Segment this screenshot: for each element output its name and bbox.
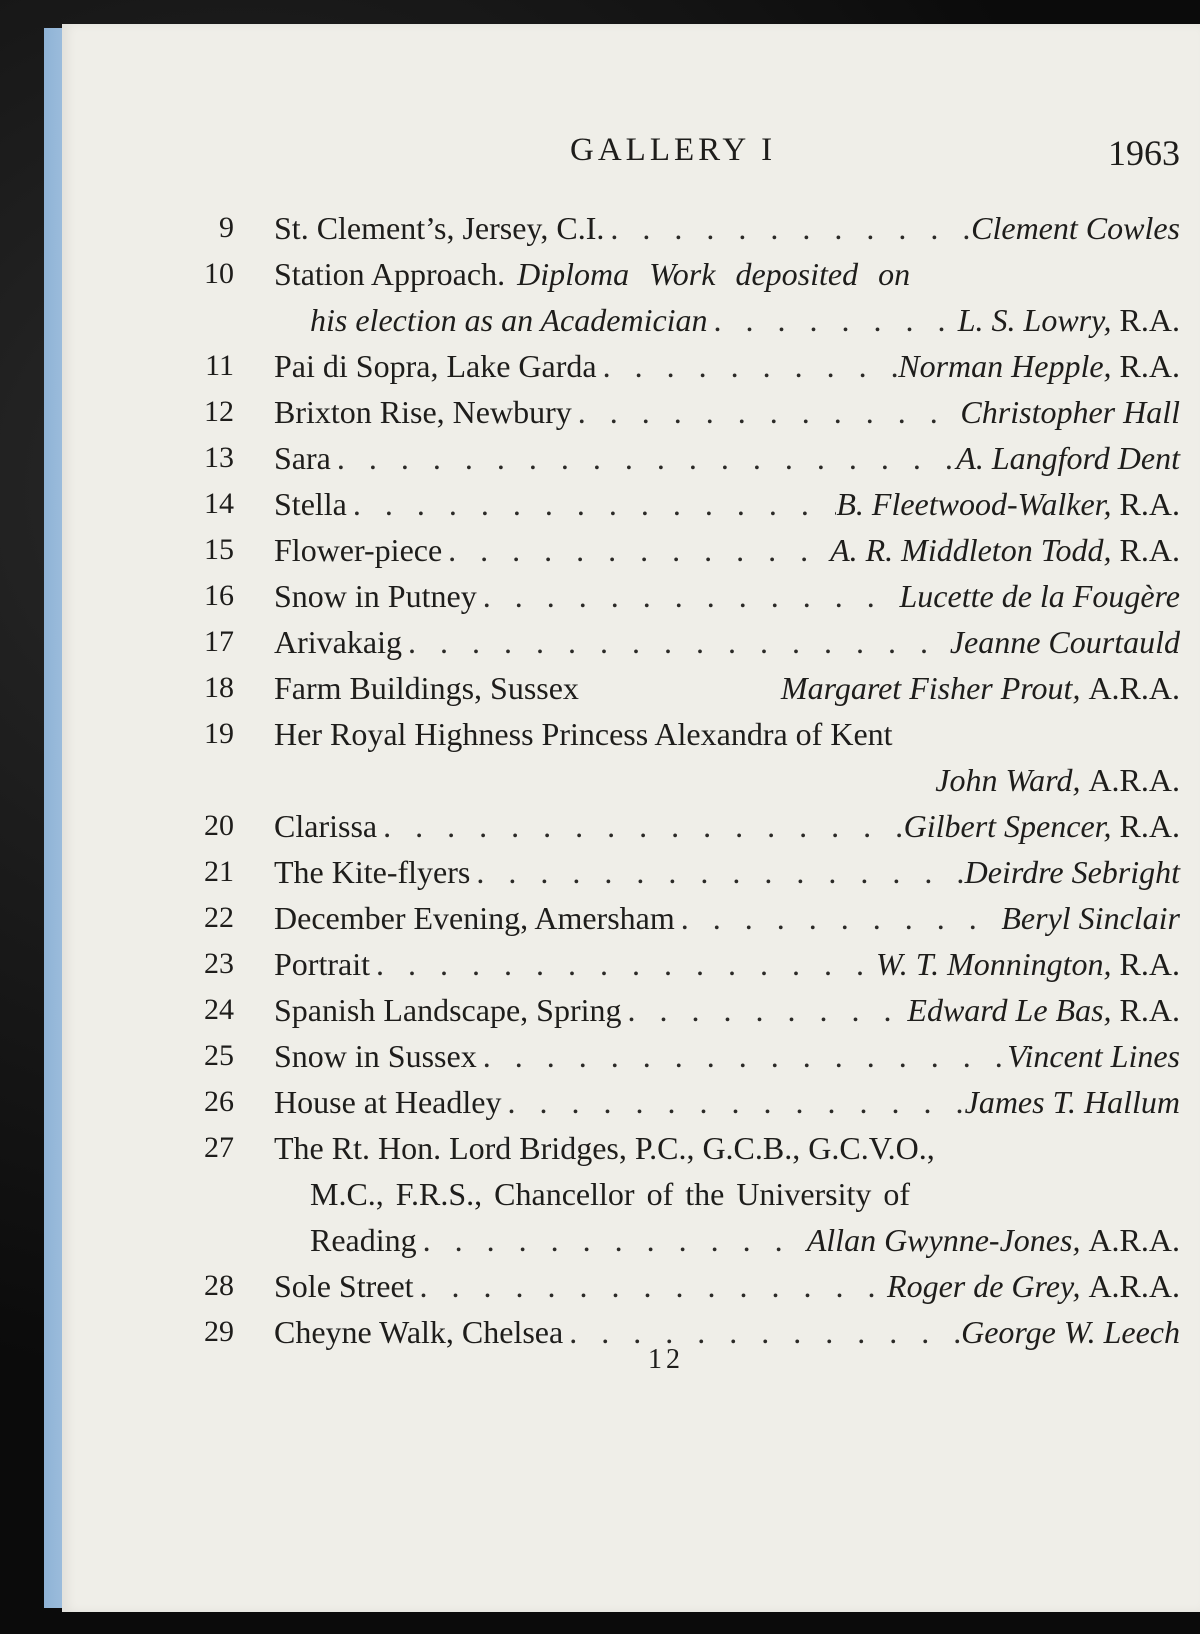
entry-honours: R.A. <box>1119 348 1180 384</box>
entry-number: 24 <box>204 993 234 1026</box>
entry-artist: Vincent Lines <box>1007 1038 1180 1074</box>
entry-honours: R.A. <box>1119 532 1180 568</box>
page-number: 12 <box>648 1344 684 1375</box>
list-item <box>62 992 1200 1028</box>
leader-dots <box>477 1038 1008 1074</box>
entry-honours: A.R.A. <box>1088 1222 1180 1258</box>
entry-artist: John Ward, <box>935 762 1081 798</box>
page-header <box>62 114 1200 174</box>
entry-artist: Roger de Grey, <box>887 1268 1081 1304</box>
entry-number: 20 <box>204 809 234 842</box>
entry-title: The Rt. Hon. Lord Bridges, P.C., G.C.B., G.C.V.O., <box>274 1130 935 1166</box>
leader-dots <box>470 854 964 890</box>
entry-title: Flower-piece <box>274 532 443 568</box>
entry-title: House at Headley <box>274 1084 502 1120</box>
leader-dots <box>347 486 836 522</box>
entry-number: 10 <box>204 257 234 290</box>
list-item <box>62 808 1200 844</box>
entry-number: 23 <box>204 947 234 980</box>
list-item <box>62 1130 1200 1258</box>
gallery-title: GALLERY I <box>570 132 777 168</box>
entry-honours: A.R.A. <box>1088 670 1180 706</box>
entry-title-continued: M.C., F.R.S., Chancellor of the University of <box>310 1176 911 1212</box>
entry-artist: Clement Cowles <box>971 210 1180 246</box>
entry-number: 9 <box>219 211 234 244</box>
list-item <box>62 854 1200 890</box>
leader-dots <box>572 394 961 430</box>
leader-dots <box>597 348 899 384</box>
entry-title: Her Royal Highness Princess Alexandra of Kent <box>274 716 893 752</box>
entry-title: Pai di Sopra, Lake Garda <box>274 348 597 384</box>
entry-title: Snow in Putney <box>274 578 477 614</box>
list-item <box>62 624 1200 660</box>
entry-artist: B. Fleetwood-Walker, <box>836 486 1112 522</box>
leader-dots <box>442 532 830 568</box>
list-item <box>62 900 1200 936</box>
list-item <box>62 256 1200 338</box>
list-item <box>62 394 1200 430</box>
entry-number: 26 <box>204 1085 234 1118</box>
entry-title: The Kite-flyers <box>274 854 471 890</box>
entry-number: 27 <box>204 1131 234 1164</box>
entry-number: 14 <box>204 487 234 520</box>
entry-title: Spanish Landscape, Spring <box>274 992 622 1028</box>
leader-dots <box>414 1268 887 1304</box>
entry-title: Brixton Rise, Newbury <box>274 394 572 430</box>
leader-dots <box>417 1222 807 1258</box>
entry-number: 29 <box>204 1315 234 1348</box>
list-item <box>62 440 1200 476</box>
entry-note: Diploma Work deposited on <box>517 256 911 292</box>
entry-title: Farm Buildings, Sussex <box>274 670 579 706</box>
entry-title: December Evening, Amersham <box>274 900 675 936</box>
entry-title: Station Approach. <box>274 256 506 292</box>
entry-artist: Deirdre Sebright <box>964 854 1180 890</box>
leader-dots <box>370 946 876 982</box>
entry-title-continued: Reading <box>310 1222 417 1258</box>
entry-number: 28 <box>204 1269 234 1302</box>
entry-number: 22 <box>204 901 234 934</box>
leader-dots <box>675 900 1002 936</box>
entry-artist: Jeanne Courtauld <box>949 624 1180 660</box>
entry-artist: Lucette de la Fougère <box>899 578 1180 614</box>
list-item <box>62 210 1200 246</box>
entry-title: Sara <box>274 440 331 476</box>
leader-dots <box>563 1314 961 1350</box>
entry-number: 12 <box>204 395 234 428</box>
entry-honours: R.A. <box>1119 486 1180 522</box>
entry-number: 16 <box>204 579 234 612</box>
entry-number: 17 <box>204 625 234 658</box>
entry-honours: R.A. <box>1119 808 1180 844</box>
entry-artist: James T. Hallum <box>964 1084 1180 1120</box>
entry-title: Sole Street <box>274 1268 414 1304</box>
entry-title: Portrait <box>274 946 370 982</box>
list-item <box>62 578 1200 614</box>
entry-artist: Norman Hepple, <box>898 348 1112 384</box>
entry-artist: A. Langford Dent <box>956 440 1180 476</box>
entry-title: Clarissa <box>274 808 378 844</box>
entry-title: Snow in Sussex <box>274 1038 477 1074</box>
entry-honours: A.R.A. <box>1088 762 1180 798</box>
entry-title: St. Clement’s, Jersey, C.I. <box>274 210 605 246</box>
list-item <box>62 486 1200 522</box>
entry-number: 13 <box>204 441 234 474</box>
list-item <box>62 348 1200 384</box>
entry-artist: L. S. Lowry, <box>957 302 1112 338</box>
catalogue-year: 1963 <box>1108 133 1180 173</box>
entry-artist: Christopher Hall <box>960 394 1180 430</box>
entry-artist: A. R. Middleton Todd, <box>830 532 1112 568</box>
leader-dots <box>622 992 908 1028</box>
entry-honours: R.A. <box>1119 946 1180 982</box>
leader-dots <box>402 624 950 660</box>
leader-dots <box>331 440 956 476</box>
list-item <box>62 1268 1200 1304</box>
leader-dots <box>501 1084 964 1120</box>
entry-artist: Beryl Sinclair <box>1001 900 1180 936</box>
entry-artist: Margaret Fisher Prout, <box>780 670 1081 706</box>
entry-honours: R.A. <box>1119 302 1180 338</box>
entry-number: 19 <box>204 717 234 750</box>
entry-honours: A.R.A. <box>1088 1268 1180 1304</box>
entry-title-continued: his election as an Academician <box>310 302 708 338</box>
entry-honours: R.A. <box>1119 992 1180 1028</box>
list-item <box>62 946 1200 982</box>
entry-number: 15 <box>204 533 234 566</box>
entry-number: 21 <box>204 855 234 888</box>
list-item <box>62 1084 1200 1120</box>
entry-title: Arivakaig <box>274 624 402 660</box>
catalogue-page <box>62 24 1200 1612</box>
entry-artist: Gilbert Spencer, <box>903 808 1112 844</box>
list-item <box>62 716 1200 798</box>
leader-dots <box>477 578 900 614</box>
leader-dots <box>604 210 971 246</box>
entry-list <box>62 210 1200 1360</box>
leader-dots <box>377 808 904 844</box>
list-item <box>62 1038 1200 1074</box>
entry-title: Stella <box>274 486 347 522</box>
entry-number: 18 <box>204 671 234 704</box>
entry-number: 25 <box>204 1039 234 1072</box>
list-item <box>62 1314 1200 1350</box>
list-item <box>62 670 1200 706</box>
entry-artist: W. T. Monnington, <box>875 946 1112 982</box>
list-item <box>62 532 1200 568</box>
entry-number: 11 <box>205 349 234 382</box>
entry-artist: George W. Leech <box>961 1314 1180 1350</box>
leader-dots <box>708 302 958 338</box>
entry-title: Cheyne Walk, Chelsea <box>274 1314 564 1350</box>
entry-artist: Allan Gwynne-Jones, <box>806 1222 1081 1258</box>
entry-artist: Edward Le Bas, <box>907 992 1112 1028</box>
